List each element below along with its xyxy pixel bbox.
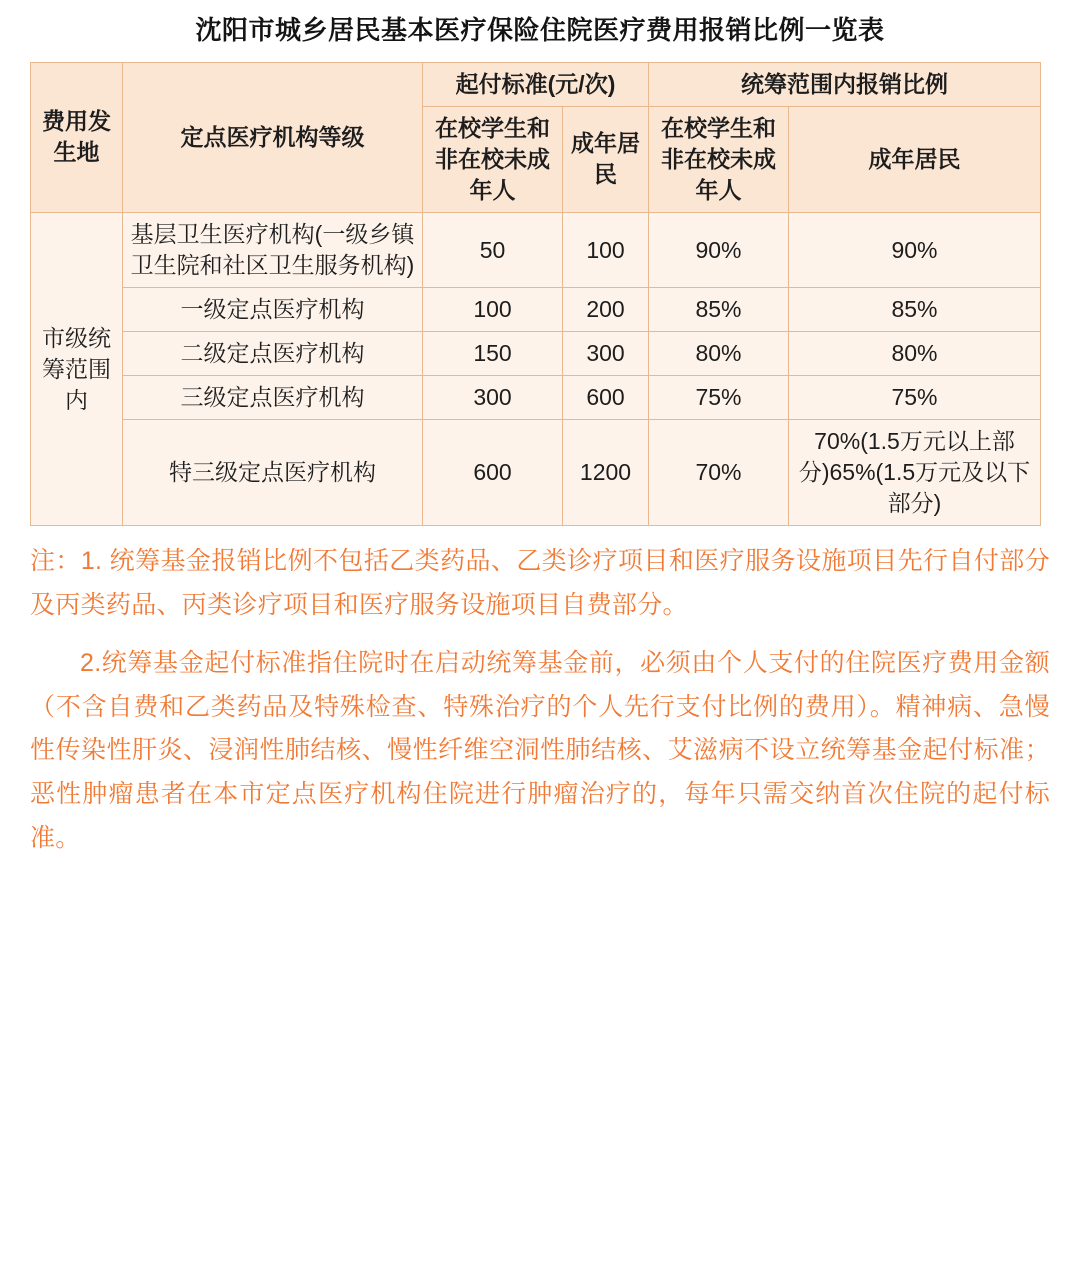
cell-rate-adult: 75% [789,376,1041,420]
header-place: 费用发生地 [31,62,123,212]
cell-rate-student: 70% [649,420,789,526]
cell-level: 三级定点医疗机构 [123,376,423,420]
table-row [31,288,1041,332]
cell-level: 一级定点医疗机构 [123,288,423,332]
notes-section [30,540,1050,860]
cell-rate-adult: 70%(1.5万元以上部分)65%(1.5万元及以下部分) [789,420,1041,526]
table-row [31,212,1041,287]
cell-rate-student: 80% [649,332,789,376]
header-level: 定点医疗机构等级 [123,62,423,212]
table-row [31,420,1041,526]
table-body [31,212,1041,525]
header-rate-student: 在校学生和非在校未成年人 [649,106,789,212]
cell-standard-adult: 600 [563,376,649,420]
header-standard-adult: 成年居民 [563,106,649,212]
cell-standard-student: 600 [423,420,563,526]
cell-rate-student: 90% [649,212,789,287]
cell-rate-student: 75% [649,376,789,420]
cell-rate-adult: 90% [789,212,1041,287]
header-rate-adult: 成年居民 [789,106,1041,212]
header-standard-group: 起付标准(元/次) [423,62,649,106]
cell-rate-adult: 85% [789,288,1041,332]
header-rate-group: 统筹范围内报销比例 [649,62,1041,106]
cell-level: 二级定点医疗机构 [123,332,423,376]
table-row [31,376,1041,420]
note-item-2: 2.统筹基金起付标准指住院时在启动统筹基金前，必须由个人支付的住院医疗费用金额（不含自费和乙类药品及特殊检查、特殊治疗的个人先行支付比例的费用）。精神病、急慢性传染性肝炎、浸润性肺结核、慢性纤维空洞性肺结核、艾滋病不设立统筹基金起付标准；恶性肿瘤患者在本市定点医疗机构住院进行肿瘤治疗的，每年只需交纳首次住院的起付标准。 [30,648,1050,852]
cell-standard-student: 50 [423,212,563,287]
cell-standard-adult: 300 [563,332,649,376]
table-header-row-1 [31,62,1041,106]
note-item-1: 注：1. 统筹基金报销比例不包括乙类药品、乙类诊疗项目和医疗服务设施项目先行自付部分及丙类药品、丙类诊疗项目和医疗服务设施项目自费部分。 [30,547,1050,620]
page-title: 沈阳市城乡居民基本医疗保险住院医疗费用报销比例一览表 [195,15,885,45]
reimbursement-table [30,62,1041,527]
cell-place-city: 市级统筹范围内 [31,212,123,525]
cell-standard-student: 300 [423,376,563,420]
cell-level: 特三级定点医疗机构 [123,420,423,526]
cell-standard-student: 100 [423,288,563,332]
cell-rate-adult: 80% [789,332,1041,376]
cell-rate-student: 85% [649,288,789,332]
cell-standard-student: 150 [423,332,563,376]
table-header [31,62,1041,212]
header-standard-student: 在校学生和非在校未成年人 [423,106,563,212]
cell-standard-adult: 100 [563,212,649,287]
cell-level: 基层卫生医疗机构(一级乡镇卫生院和社区卫生服务机构) [123,212,423,287]
cell-standard-adult: 1200 [563,420,649,526]
table-row [31,332,1041,376]
cell-standard-adult: 200 [563,288,649,332]
